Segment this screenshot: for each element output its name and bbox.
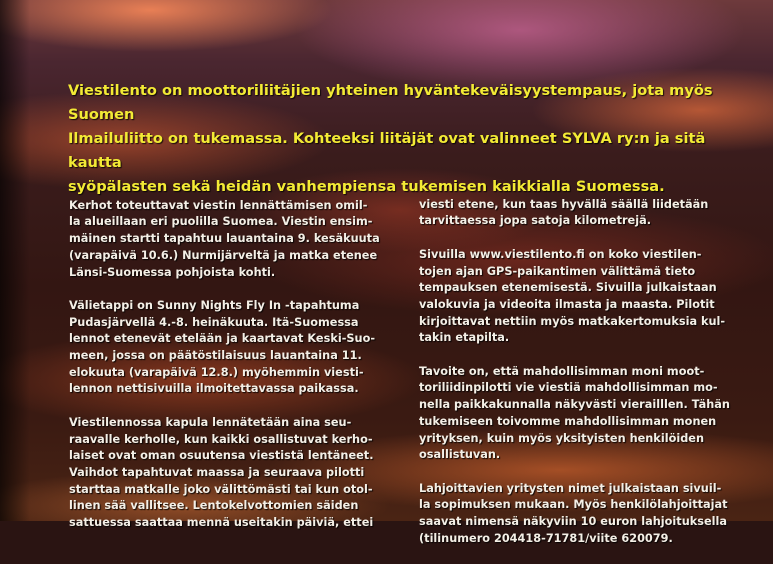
left-column [69,181,399,548]
right-column [419,180,754,564]
right-paragraph-4: Lahjoittavien yritysten nimet julkaistaan sivuil- la sopimuksen mukaan. Myös henkilölahjoittajat saavat nimensä näkyviin 10 euron lahjoituksella (tilinumero 204418-71781/viite 620079. [419,481,728,545]
left-paragraph-3: Viestilennossa kapula lennätetään aina seu- raavalle kerholle, kun kaikki osallistuvat kerho- laiset ovat oman osuutensa viestistä lentäneet. Vaihdot tapahtuvat maassa ja seuraava pilotti starttaa matkalle joko välittömästi tai kun otol- linen sää vallitsee. Lentokelvottomien säiden sattuessa saattaa mennä useitakin päiviä, ettei [69,415,374,530]
left-paragraph-1: Kerhot toteuttavat viestin lennättämisen omil- la alueillaan eri puolilla Suomea. Viestin ensim- mäinen startti tapahtuu lauantaina 9. kesäkuuta (varapäivä 10.6.) Nurmijärveltä ja matka etenee Länsi-Suomessa pohjoista kohti. [69,198,380,279]
left-paragraph-2: Välietappi on Sunny Nights Fly In -tapahtuma Pudasjärvellä 4.-8. heinäkuuta. Itä-Suomessa lennot etenevät etelään ja kaartavat Keski-Suo- meen, jossa on päätöstilaisuus lauantaina 11. elokuuta (varapäivä 12.8.) myöhemmin viesti- lennon nettisivuilla ilmoitettavassa paikassa. [69,298,376,396]
right-paragraph-1: viesti etene, kun taas hyvällä säällä liidetään tarvittaessa jopa satoja kilometrejä. [419,197,709,228]
right-paragraph-3: Tavoite on, että mahdollisimman moni moot- toriliidinpilotti vie viestiä mahdollisimman mo- nella paikkakunnalla näkyvästi vierailllen. Tähän tukemiseen toivomme mahdollisimman monen yrityksen, kuin myös yksityisten henkilöiden osallistuvan. [419,364,730,462]
right-paragraph-2: Sivuilla www.viestilento.fi on koko viestilen- tojen ajan GPS-paikantimen välittämä tieto tempauksen etenemisestä. Sivuilla julkaistaan valokuvia ja videoita ilmasta ja maasta. Pilotit kirjoittavat nettiin myös matkakertomuksia kul- takin etapilta. [419,247,726,345]
page-spine-shadow [0,0,30,521]
lead-paragraph: Viestilento on moottoriliitäjien yhteinen hyväntekeväisyystempaus, jota myös Suomen Ilmailuliitto on tukemassa. Kohteeksi liitäjät ovat valinneet SYLVA ry:n ja sitä kautta syöpälasten sekä heidän vanhempiensa tukemisen kaikkialla Suomessa. [68,82,713,195]
